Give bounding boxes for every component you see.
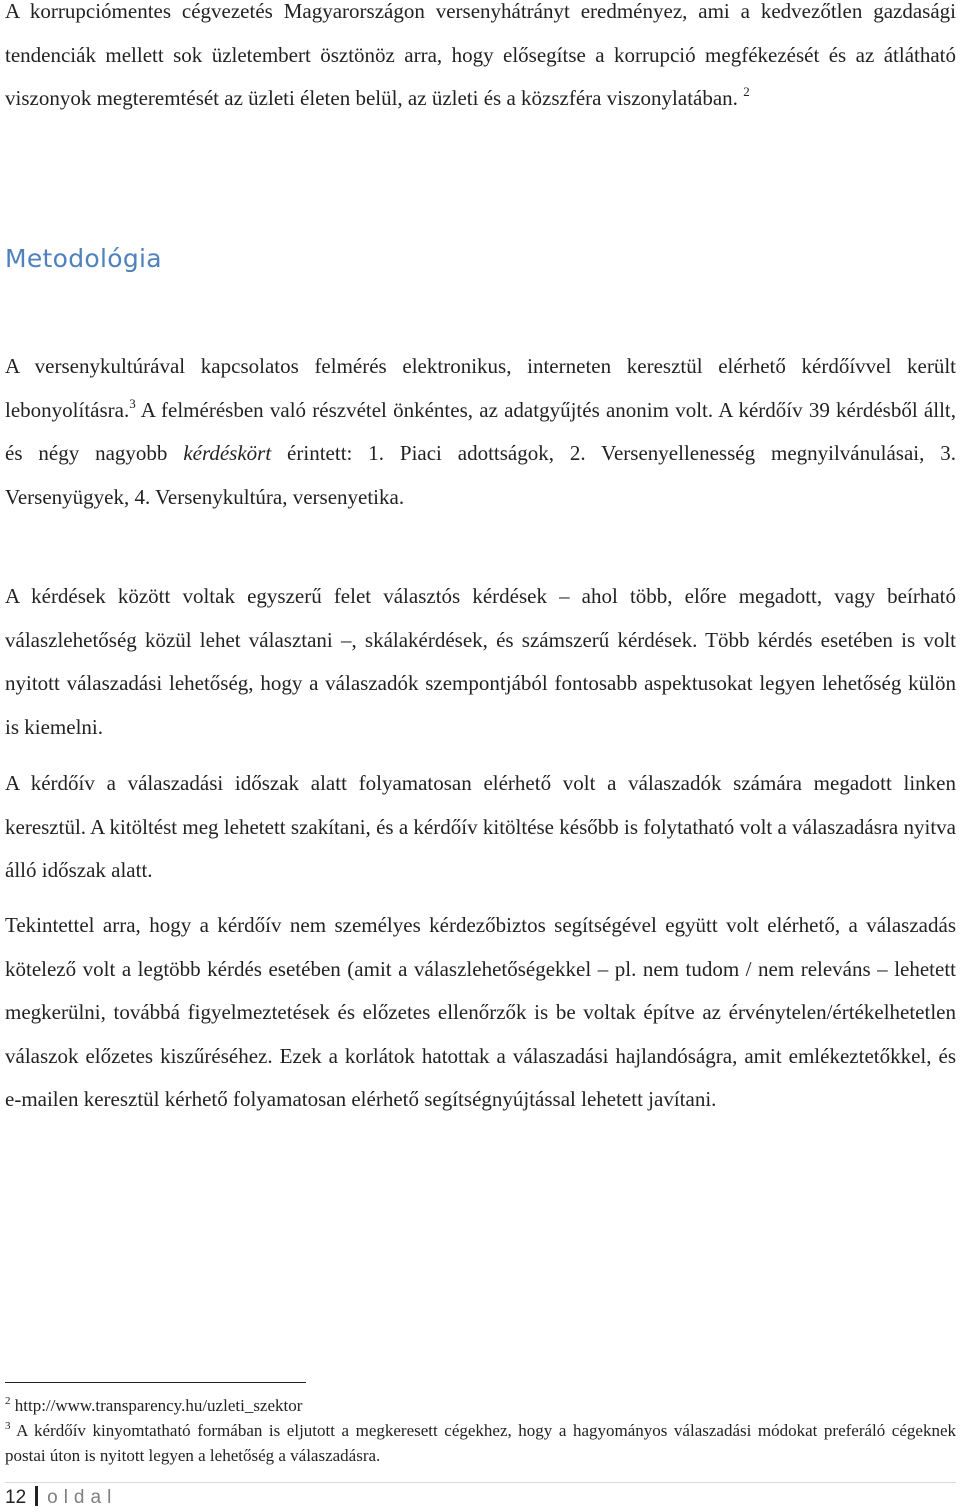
footer-divider [35, 1486, 38, 1506]
footnote-ref-3[interactable]: 3 [129, 395, 136, 411]
paragraph-methodology [5, 345, 956, 519]
footer-separator [5, 1482, 956, 1483]
page-number: 12 [5, 1487, 27, 1508]
paragraph-intro-text: A korrupciómentes cégvezetés Magyarországon versenyhátrányt eredményez, ami a kedvezőtlen gazdasági tendenciák mellett sok üzletembert ösztönöz arra, hogy elősegítse a korrupció megfékezését és az átlátható viszonyok megteremtését az üzleti életen belül, az üzleti és a közszféra viszonylatában. [5, 0, 956, 110]
paragraph-intro [5, 0, 956, 121]
paragraph-availability: A kérdőív a válaszadási időszak alatt folyamatosan elérhető volt a válaszadók számára megadott linken keresztül. A kitöltést meg lehetett szakítani, és a kérdőív kitöltése később is folytatható volt a válaszadásra nyitva álló időszak alatt. [5, 771, 956, 882]
footnote-2 [5, 1393, 956, 1418]
section-heading: Metodológia [5, 244, 162, 273]
footnote-ref-2[interactable]: 2 [743, 84, 750, 99]
paragraph-methodology-text-b: A felmérésben való részvétel önkéntes, az adatgyűjtés anonim volt. A kérdőív 39 kérdésből állt, és négy nagyobb [5, 397, 956, 465]
footnote-3 [5, 1418, 956, 1468]
paragraph-question-types: A kérdések között voltak egyszerű felet választós kérdések – ahol több, előre megadott, vagy beírható válaszlehetőség közül lehet választani –, skálakérdések, és számszerű kérdések. Több kérdés esetében is volt nyitott válaszadási lehetőség, hogy a válaszadók szempontjából fontosabb aspektusokat legyen lehetőség külön is kiemelni. [5, 584, 956, 739]
page-label: oldal [47, 1487, 118, 1508]
footnote-3-text: A kérdőív kinyomtatható formában is eljutott a megkeresett cégekhez, hogy a hagyományos válaszadási módokat preferáló cégeknek postai úton is nyitott legyen a lehetőség a válaszadásra. [5, 1421, 956, 1465]
paragraph-constraints: Tekintettel arra, hogy a kérdőív nem személyes kérdezőbiztos segítségével együtt volt elérhető, a válaszadás kötelező volt a legtöbb kérdés esetében (amit a válaszlehetőségekkel – pl. nem tudom / nem releváns – lehetett megkerülni, továbbá figyelmeztetések és előzetes ellenőrzők is be voltak építve az érvénytelen/értékelhetetlen válaszok előzetes kiszűréséhez. Ezek a korlátok hatottak a válaszadási hajlandóságra, amit emlékeztetőkkel, és e-mailen keresztül kérhető folyamatosan elérhető segítségnyújtással lehetett javítani. [5, 913, 956, 1111]
page-footer [5, 1486, 117, 1509]
footnote-2-number: 2 [5, 1395, 11, 1407]
paragraph-methodology-text-c: érintett: 1. Piaci adottságok, 2. Versenyellenesség megnyilvánulásai, 3. Versenyügyek, 4. Versenykultúra, versenyetika. [5, 441, 956, 509]
emphasis-term: kérdéskört [183, 441, 272, 465]
footnote-2-link[interactable]: http://www.transparency.hu/uzleti_szektor [10, 1396, 303, 1415]
paragraph-methodology-text-a: A versenykultúrával kapcsolatos felmérés elektronikus, interneten keresztül elérhető kérdőívvel került lebonyolításra. [5, 354, 956, 422]
footnote-separator [5, 1382, 306, 1383]
footnote-3-number: 3 [5, 1420, 11, 1432]
